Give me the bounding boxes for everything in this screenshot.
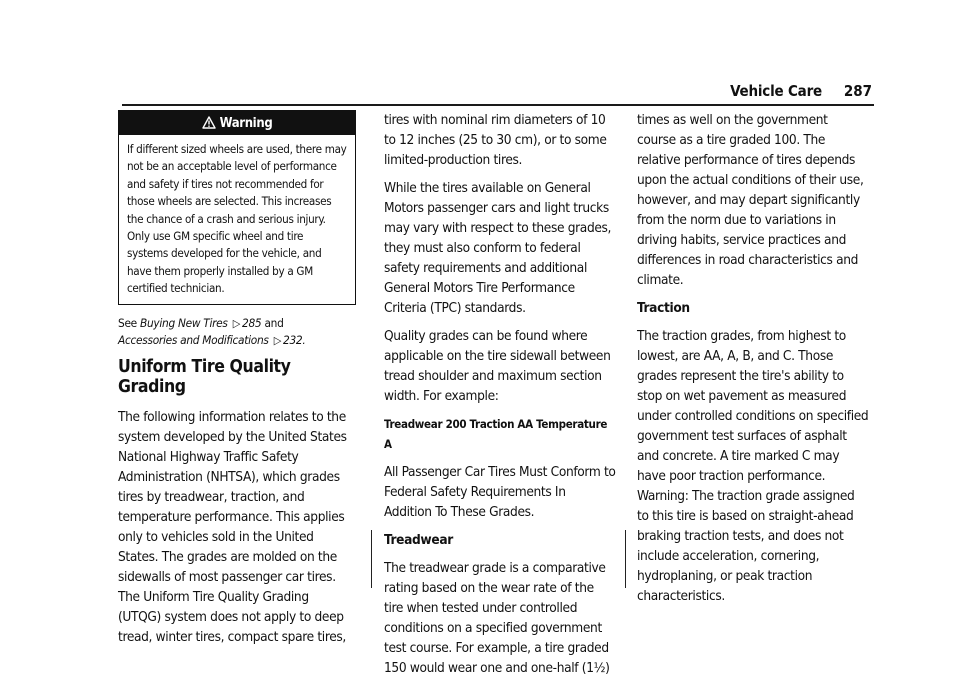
page-ref-icon: ▷ xyxy=(273,333,282,347)
see-page-285[interactable]: 285 xyxy=(242,315,262,330)
paragraph: times as well on the government course as a tire graded 100. The relative performance of tires depends upon the actual conditions of their use, however, and may depart significantly from the norm due to variations in driving habits, service practices and differences in road characteristics and climate. xyxy=(637,112,864,288)
warning-title: Warning xyxy=(219,116,273,131)
see-also: See Buying New Tires ▷ 285 and Accessories and Modifications ▷ 232. xyxy=(118,315,306,347)
paragraph: All Passenger Car Tires Must Conform to Federal Safety Requirements In Addition To These Grades. xyxy=(384,464,616,520)
page-header xyxy=(122,82,874,106)
paragraph: While the tires available on General Motors passenger cars and light trucks may vary with respect to these grades, they must also conform to federal safety requirements and additional General Motors Tire Performance Criteria (TPC) standards. xyxy=(384,180,612,316)
see-link-buying-new-tires[interactable]: Buying New Tires xyxy=(139,315,228,330)
column-divider xyxy=(625,530,626,588)
see-link-accessories[interactable]: Accessories and Modifications xyxy=(118,332,269,347)
column-2 xyxy=(384,110,616,678)
paragraph: The traction grades, from highest to lowest, are AA, A, B, and C. Those grades represent the tire's ability to stop on wet pavement as measured under controlled conditions on specified government test surfaces of asphalt and concrete. A tire marked C may have poor traction performance. Warning: The traction grade assigned to this tire is based on straight-ahead braking traction tests, and does not include acceleration, cornering, hydroplaning, or peak traction characteristics. xyxy=(637,328,869,604)
intro-paragraph: The following information relates to the system developed by the United States National Highway Traffic Safety Administration (NHTSA), which grades tires by treadwear, traction, and temperature performance. This applies only to vehicles sold in the United States. The grades are molded on the sidewalls of most passenger car tires. The Uniform Tire Quality Grading (UTQG) system does not apply to deep tread, winter tires, compact spare tires, xyxy=(118,408,347,645)
page-ref-icon: ▷ xyxy=(232,316,241,330)
warning-header xyxy=(119,111,355,135)
section-heading: Uniform Tire Quality Grading xyxy=(118,356,291,397)
warning-body: If different sized wheels are used, there may not be an acceptable level of performance and safety if tires not recommended for those wheels are selected. This increases the chance of a crash and serious injury. Only use GM specific wheel and tire systems developed for the vehicle, and have them properly installed by a GM certified technician. xyxy=(127,142,347,296)
paragraph: tires with nominal rim diameters of 10 to 12 inches (25 to 30 cm), or to some limited-production tires. xyxy=(384,112,607,168)
column-3 xyxy=(637,110,869,614)
paragraph: The treadwear grade is a comparative rating based on the wear rate of the tire when tested under controlled conditions on a specified government test course. For example, a tire graded 150 would wear one and one-half (1½) xyxy=(384,560,610,676)
grade-example: Treadwear 200 Traction AA Temperature A xyxy=(384,417,608,451)
paragraph: Quality grades can be found where applicable on the tire sidewall between tread shoulder and maximum section width. For example: xyxy=(384,328,611,404)
traction-heading: Traction xyxy=(637,300,690,316)
column-1 xyxy=(118,110,350,655)
see-page-232[interactable]: 232. xyxy=(283,332,306,347)
warning-triangle-icon xyxy=(202,111,216,135)
treadwear-heading: Treadwear xyxy=(384,532,453,548)
page-number: 287 xyxy=(843,82,872,100)
column-divider xyxy=(371,530,372,588)
warning-box xyxy=(118,110,356,305)
section-name: Vehicle Care xyxy=(730,82,822,100)
